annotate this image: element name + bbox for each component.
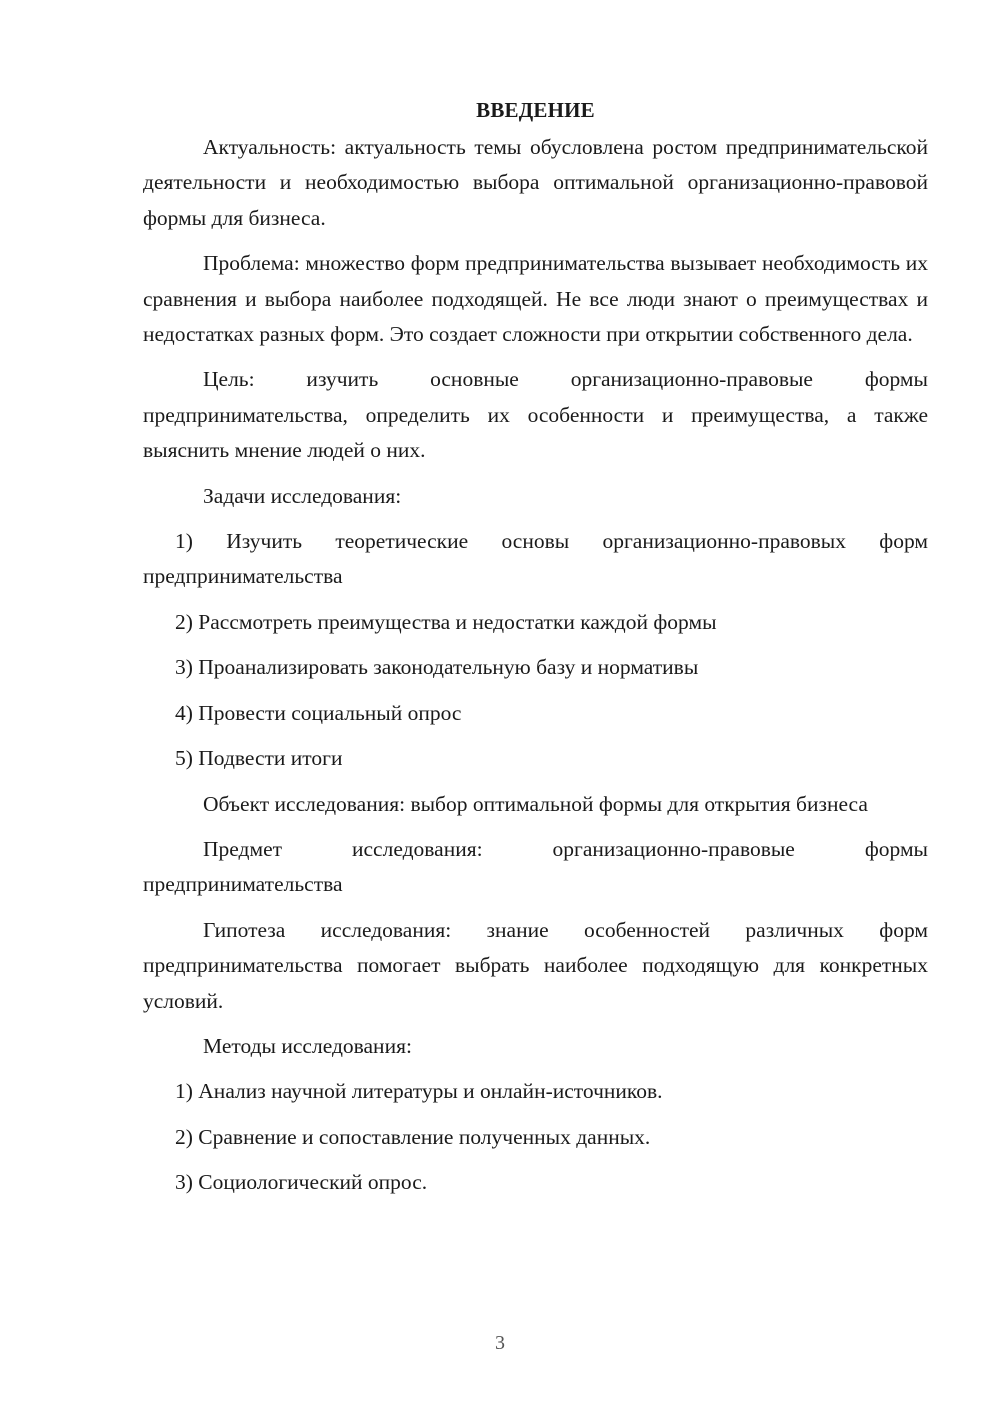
page-title: ВВЕДЕНИЕ bbox=[476, 98, 595, 122]
document-page bbox=[143, 92, 928, 1211]
list-item: 3) Социологический опрос. bbox=[175, 1170, 428, 1195]
paragraph-subject: Предмет исследования: организационно-правовые формы предпринимательства bbox=[143, 836, 928, 897]
tasks-heading: Задачи исследования: bbox=[203, 483, 402, 508]
list-item: 2) Сравнение и сопоставление полученных данных. bbox=[175, 1124, 651, 1149]
methods-list bbox=[143, 1074, 928, 1200]
tasks-list bbox=[143, 524, 928, 776]
paragraph-relevance: Актуальность: актуальность темы обусловлена ростом предпринимательской деятельности и необходимостью выбора оптимальной организационно-правовой формы для бизнеса. bbox=[143, 135, 928, 230]
page-number: 3 bbox=[495, 1332, 505, 1354]
list-item: 1) Изучить теоретические основы организационно-правовых форм предпринимательства bbox=[143, 529, 928, 589]
list-item: 5) Подвести итоги bbox=[175, 746, 343, 771]
list-item: 4) Провести социальный опрос bbox=[175, 700, 462, 725]
paragraph-goal: Цель: изучить основные организационно-правовые формы предпринимательства, определить их особенности и преимущества, а также выяснить мнение людей о них. bbox=[143, 367, 928, 463]
list-item: 1) Анализ научной литературы и онлайн-источников. bbox=[175, 1079, 663, 1104]
list-item: 3) Проанализировать законодательную базу и нормативы bbox=[175, 655, 699, 680]
list-item: 2) Рассмотреть преимущества и недостатки каждой формы bbox=[175, 609, 717, 634]
paragraph-problem: Проблема: множество форм предпринимательства вызывает необходимость их сравнения и выбора наиболее подходящей. Не все люди знают о преимуществах и недостатках разных форм. Это создает сложности при открытии собственного дела. bbox=[143, 251, 928, 347]
paragraph-hypothesis: Гипотеза исследования: знание особенностей различных форм предпринимательства помогает выбрать наиболее подходящую для конкретных условий. bbox=[143, 917, 928, 1013]
paragraph-object: Объект исследования: выбор оптимальной формы для открытия бизнеса bbox=[203, 791, 868, 816]
methods-heading: Методы исследования: bbox=[203, 1033, 412, 1058]
